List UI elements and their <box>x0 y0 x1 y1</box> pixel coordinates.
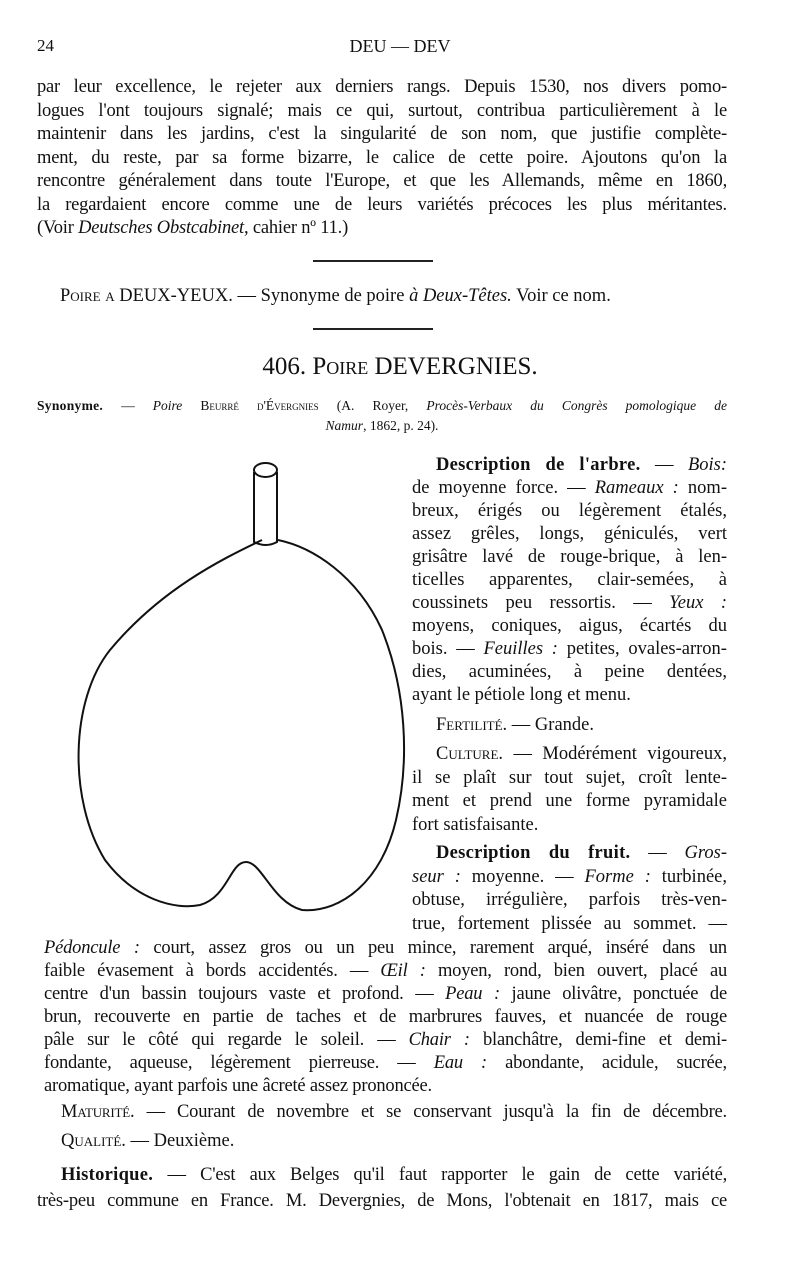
text-segment: grisâtre lavé de rouge-brique, à len- <box>412 547 727 567</box>
fruit-description-continued <box>44 937 727 1098</box>
text-segment: fondante, aqueuse, légèrement pierreuse. — <box>44 1053 434 1073</box>
pear-stem <box>254 472 277 545</box>
text-segment: ment, du reste, par sa forme bizarre, le calice de cette poire. Ajoutons qu'on la <box>37 147 727 168</box>
text-segment: par leur excellence, le rejeter aux derniers rangs. Depuis 1530, nos divers pomo- <box>37 77 727 97</box>
text-line <box>44 1075 727 1098</box>
text-line <box>44 1006 727 1029</box>
italic-text: Feuilles : <box>483 639 558 659</box>
text-segment: blanchâtre, demi-fine et demi- <box>469 1030 727 1050</box>
small-caps-text: Poire a <box>60 286 120 306</box>
italic-text: Yeux : <box>669 593 727 613</box>
text-line <box>44 960 727 983</box>
italic-text: Œil : <box>380 961 426 981</box>
text-segment: — Courant de novembre et se conservant jusqu'à la fin de décembre. <box>134 1102 727 1122</box>
text-line <box>412 889 727 913</box>
text-line <box>37 1188 727 1214</box>
text-segment: logues l'ont toujours signalé; mais ce qui, surtout, contribua particulièrement à le <box>37 100 727 121</box>
text-line <box>412 842 727 866</box>
qualite-line <box>61 1129 661 1153</box>
fruit-description <box>412 842 727 936</box>
text-segment: ayant le pétiole long et menu. <box>412 685 631 705</box>
italic-text: seur : <box>412 866 461 887</box>
text-segment: — Deuxième. <box>125 1131 235 1151</box>
text-line <box>412 592 727 615</box>
text-segment: faible évasement à bords accidentés. — <box>44 961 381 981</box>
text-segment: moyenne. — <box>460 866 585 887</box>
text-line <box>412 913 727 937</box>
pear-stem-tip <box>254 463 277 477</box>
italic-text: Eau : <box>433 1053 488 1073</box>
text-segment: DEUX-YEUX. — Synonyme de poire <box>119 286 410 306</box>
text-segment: centre d'un bassin toujours vaste et profond. — <box>44 984 446 1004</box>
text-segment: 406. <box>262 353 313 380</box>
text-segment: la regardaient encore comme une de leurs variétés précoces les plus méritantes. <box>37 194 727 215</box>
text-segment: aromatique, ayant parfois une âcreté assez prononcée. <box>44 1076 432 1096</box>
text-segment: abondante, acidule, sucrée, <box>487 1053 727 1073</box>
text-segment: breux, érigés ou légèrement étalés, <box>412 501 727 521</box>
text-line <box>412 866 727 890</box>
text-line <box>61 1100 727 1124</box>
arbre-description <box>412 454 727 707</box>
text-line <box>44 1029 727 1052</box>
italic-text: Chair : <box>408 1030 470 1050</box>
small-caps-text: Beurré d'Évergnies <box>182 398 319 413</box>
italic-text: Rameaux : <box>594 478 679 498</box>
italic-text: Bois: <box>687 455 728 475</box>
text-segment: , cahier nº 11.) <box>243 218 349 238</box>
text-line <box>37 1162 727 1188</box>
text-segment: bois. — <box>412 639 484 659</box>
text-line <box>412 500 727 523</box>
text-line <box>412 523 727 546</box>
text-segment: ment et prend une forme pyramidale <box>412 791 727 811</box>
italic-text: Poire <box>152 398 183 413</box>
run-in-heading: Synonyme. <box>37 398 104 413</box>
text-line <box>61 1129 661 1153</box>
text-segment: — <box>630 843 685 863</box>
text-segment: dies, acuminées, à peine dentées, <box>412 662 727 682</box>
italic-text: à Deux-Têtes. <box>409 286 512 306</box>
text-segment: , 1862, p. 24). <box>363 418 439 433</box>
text-line <box>412 661 727 684</box>
text-segment: coussinets peu ressortis. — <box>412 593 670 613</box>
text-segment: de moyenne force. — <box>412 478 595 498</box>
small-caps-text: Qualité. <box>61 1131 126 1151</box>
page-number: 24 <box>37 36 54 55</box>
text-segment: (A. Royer, <box>318 398 427 413</box>
pear-outline <box>79 540 404 910</box>
text-segment: — Modérément vigoureux, <box>503 744 727 764</box>
text-segment: nom- <box>678 478 727 498</box>
text-segment: Voir ce nom. <box>511 286 611 306</box>
text-segment: très-peu commune en France. M. Devergnies, de Mons, l'obtenait en 1817, mais ce <box>37 1191 727 1211</box>
text-segment: rencontre généralement dans toute l'Europe, et que les Allemands, même en 1860, <box>37 171 727 191</box>
run-in-heading: Description du fruit. <box>436 843 631 863</box>
culture-paragraph <box>412 743 727 837</box>
small-caps-text: Fertilité. <box>436 715 508 735</box>
text-line <box>412 477 727 500</box>
text-segment: pâle sur le côté qui regarde le soleil. — <box>44 1030 409 1050</box>
text-line <box>412 638 727 661</box>
fertilite-line <box>436 713 736 737</box>
text-segment: — <box>103 398 153 413</box>
text-segment: (Voir <box>37 218 79 238</box>
text-segment: moyen, rond, bien ouvert, placé au <box>425 961 727 981</box>
run-in-heading: Historique. <box>61 1165 154 1185</box>
text-segment: maintenir dans les jardins, c'est la singularité de son nom, que justifie complète- <box>37 124 727 144</box>
text-segment: — Grande. <box>507 715 594 735</box>
text-segment: court, assez gros ou un peu mince, rarement arqué, inséré dans un <box>139 938 727 958</box>
text-line <box>412 684 727 707</box>
text-segment: petites, ovales-arron- <box>557 639 727 659</box>
text-line <box>44 937 727 960</box>
italic-text: Peau : <box>445 984 500 1004</box>
text-segment: true, fortement plissée au sommet. — <box>412 913 727 934</box>
text-segment: ticelles apparentes, clair-semées, à <box>412 570 727 590</box>
small-caps-text: Maturité. <box>61 1102 135 1122</box>
text-line <box>412 814 727 838</box>
italic-text: Forme : <box>584 866 651 887</box>
italic-text: Gros- <box>684 843 727 863</box>
text-segment: jaune olivâtre, ponctuée de <box>499 984 727 1004</box>
text-line <box>412 615 727 638</box>
small-caps-text: Poire <box>312 353 369 380</box>
running-title: DEU — DEV <box>349 36 451 56</box>
text-segment: fort satisfaisante. <box>412 814 539 835</box>
text-segment: — <box>640 455 688 475</box>
small-caps-text: Culture. <box>436 744 504 764</box>
text-line <box>412 743 727 767</box>
italic-text: Deutsches Obstcabinet <box>78 218 244 238</box>
text-line <box>412 790 727 814</box>
text-segment: il se plaît sur tout sujet, croît lente- <box>412 767 727 788</box>
italic-text: Pédoncule : <box>44 938 140 958</box>
historique-paragraph <box>37 1162 727 1214</box>
text-line <box>412 569 727 592</box>
text-segment: turbinée, <box>650 866 727 887</box>
text-segment: brun, recouverte en partie de taches et de marbrures fauves, et nuancée de rouge <box>44 1007 727 1027</box>
text-line <box>436 713 736 737</box>
italic-text: Procès-Verbaux du Congrès pomologique de <box>426 398 727 413</box>
italic-text: Namur <box>325 418 364 433</box>
maturite-line <box>61 1100 727 1124</box>
text-line <box>412 546 727 569</box>
text-segment: — C'est aux Belges qu'il faut rapporter le gain de cette variété, <box>153 1165 727 1185</box>
text-segment: assez grêles, longs, géniculés, vert <box>412 524 727 544</box>
text-segment: DEVERGNIES. <box>368 353 538 380</box>
text-line <box>412 454 727 477</box>
text-line <box>412 767 727 791</box>
text-segment: obtuse, irrégulière, parfois très-ven- <box>412 890 727 910</box>
text-line <box>44 1052 727 1075</box>
text-line <box>44 983 727 1006</box>
text-segment: moyens, coniques, aigus, écartés du <box>412 616 727 636</box>
run-in-heading: Description de l'arbre. <box>436 455 641 475</box>
